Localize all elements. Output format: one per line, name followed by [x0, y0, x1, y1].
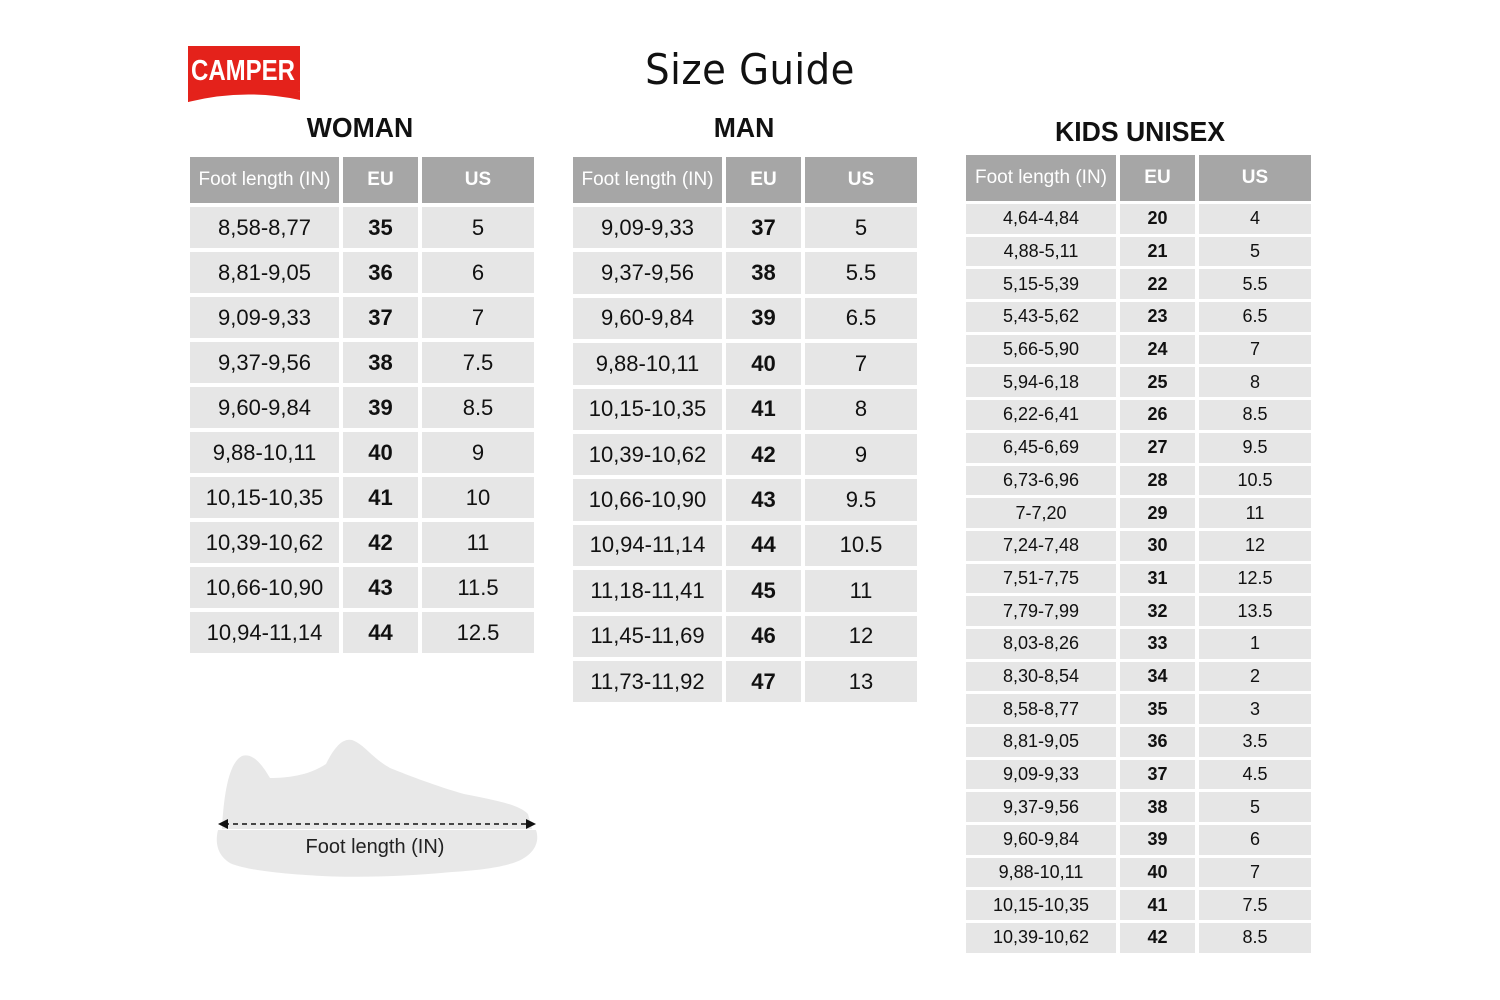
woman-cell-us: 9 [422, 432, 534, 473]
man-cell-foot-length: 11,45-11,69 [573, 616, 722, 657]
page-title: Size Guide [645, 45, 855, 94]
kids-cell-us: 5 [1199, 237, 1311, 267]
logo-text: CAMPER [191, 55, 296, 87]
woman-header-us: US [422, 157, 534, 203]
kids-cell-us: 11 [1199, 498, 1311, 528]
woman-cell-foot-length: 9,60-9,84 [190, 387, 339, 428]
kids-cell-us: 8.5 [1199, 923, 1311, 953]
woman-cell-us: 5 [422, 207, 534, 248]
kids-cell-eu: 33 [1120, 629, 1195, 659]
woman-cell-us: 10 [422, 477, 534, 518]
woman-header-eu: EU [343, 157, 418, 203]
woman-cell-us: 11.5 [422, 567, 534, 608]
kids-cell-foot-length: 4,64-4,84 [966, 204, 1116, 234]
woman-cell-eu: 40 [343, 432, 418, 473]
kids-cell-us: 3 [1199, 694, 1311, 724]
man-header-foot-length: Foot length (IN) [573, 157, 722, 203]
kids-header-foot-length: Foot length (IN) [966, 155, 1116, 201]
kids-cell-eu: 40 [1120, 858, 1195, 888]
kids-cell-us: 1 [1199, 629, 1311, 659]
man-cell-eu: 41 [726, 389, 801, 430]
kids-cell-eu: 41 [1120, 890, 1195, 920]
kids-size-table [966, 155, 1311, 953]
man-cell-foot-length: 10,39-10,62 [573, 434, 722, 475]
man-cell-eu: 42 [726, 434, 801, 475]
man-cell-us: 9.5 [805, 479, 917, 520]
kids-cell-us: 6 [1199, 825, 1311, 855]
man-cell-us: 13 [805, 661, 917, 702]
kids-cell-eu: 22 [1120, 269, 1195, 299]
kids-cell-us: 5 [1199, 792, 1311, 822]
kids-cell-foot-length: 9,60-9,84 [966, 825, 1116, 855]
kids-header-us: US [1199, 155, 1311, 201]
kids-cell-foot-length: 8,03-8,26 [966, 629, 1116, 659]
woman-cell-eu: 37 [343, 297, 418, 338]
kids-cell-us: 7.5 [1199, 890, 1311, 920]
man-cell-foot-length: 11,73-11,92 [573, 661, 722, 702]
man-size-table [573, 157, 917, 702]
woman-cell-eu: 38 [343, 342, 418, 383]
kids-cell-eu: 29 [1120, 498, 1195, 528]
man-cell-us: 10.5 [805, 525, 917, 566]
woman-cell-us: 11 [422, 522, 534, 563]
kids-cell-eu: 24 [1120, 335, 1195, 365]
man-cell-us: 9 [805, 434, 917, 475]
kids-cell-us: 12.5 [1199, 564, 1311, 594]
kids-cell-us: 7 [1199, 858, 1311, 888]
woman-cell-eu: 36 [343, 252, 418, 293]
kids-cell-foot-length: 7,79-7,99 [966, 596, 1116, 626]
woman-header-foot-length: Foot length (IN) [190, 157, 339, 203]
woman-cell-eu: 44 [343, 612, 418, 653]
kids-cell-us: 13.5 [1199, 596, 1311, 626]
kids-cell-foot-length: 5,94-6,18 [966, 367, 1116, 397]
kids-cell-foot-length: 10,39-10,62 [966, 923, 1116, 953]
kids-cell-eu: 21 [1120, 237, 1195, 267]
camper-logo [186, 44, 302, 104]
woman-cell-eu: 43 [343, 567, 418, 608]
man-cell-foot-length: 9,37-9,56 [573, 252, 722, 293]
kids-cell-eu: 34 [1120, 662, 1195, 692]
man-cell-us: 7 [805, 343, 917, 384]
man-cell-eu: 47 [726, 661, 801, 702]
woman-cell-foot-length: 9,09-9,33 [190, 297, 339, 338]
man-cell-foot-length: 10,94-11,14 [573, 525, 722, 566]
man-cell-foot-length: 10,15-10,35 [573, 389, 722, 430]
kids-cell-foot-length: 8,58-8,77 [966, 694, 1116, 724]
woman-cell-eu: 41 [343, 477, 418, 518]
kids-cell-eu: 23 [1120, 302, 1195, 332]
kids-cell-foot-length: 6,22-6,41 [966, 400, 1116, 430]
foot-length-label: Foot length (IN) [305, 836, 445, 858]
man-cell-eu: 44 [726, 525, 801, 566]
kids-cell-foot-length: 7,51-7,75 [966, 564, 1116, 594]
woman-cell-foot-length: 9,37-9,56 [190, 342, 339, 383]
kids-cell-eu: 35 [1120, 694, 1195, 724]
woman-cell-foot-length: 8,58-8,77 [190, 207, 339, 248]
kids-cell-eu: 27 [1120, 433, 1195, 463]
woman-cell-eu: 35 [343, 207, 418, 248]
kids-cell-foot-length: 5,15-5,39 [966, 269, 1116, 299]
woman-cell-us: 6 [422, 252, 534, 293]
man-cell-us: 6.5 [805, 298, 917, 339]
kids-cell-us: 9.5 [1199, 433, 1311, 463]
kids-cell-us: 7 [1199, 335, 1311, 365]
man-cell-eu: 39 [726, 298, 801, 339]
man-cell-us: 5 [805, 207, 917, 248]
woman-cell-foot-length: 9,88-10,11 [190, 432, 339, 473]
man-cell-eu: 46 [726, 616, 801, 657]
kids-cell-foot-length: 9,09-9,33 [966, 760, 1116, 790]
woman-title: WOMAN [306, 112, 414, 143]
kids-cell-foot-length: 10,15-10,35 [966, 890, 1116, 920]
man-cell-eu: 43 [726, 479, 801, 520]
man-cell-eu: 38 [726, 252, 801, 293]
kids-cell-us: 6.5 [1199, 302, 1311, 332]
woman-cell-us: 7 [422, 297, 534, 338]
kids-cell-foot-length: 6,45-6,69 [966, 433, 1116, 463]
kids-cell-us: 2 [1199, 662, 1311, 692]
woman-cell-foot-length: 10,94-11,14 [190, 612, 339, 653]
man-header-us: US [805, 157, 917, 203]
kids-cell-foot-length: 6,73-6,96 [966, 466, 1116, 496]
man-cell-eu: 40 [726, 343, 801, 384]
kids-cell-us: 4.5 [1199, 760, 1311, 790]
kids-cell-foot-length: 4,88-5,11 [966, 237, 1116, 267]
man-cell-us: 8 [805, 389, 917, 430]
kids-cell-eu: 20 [1120, 204, 1195, 234]
kids-cell-foot-length: 9,88-10,11 [966, 858, 1116, 888]
kids-cell-us: 8 [1199, 367, 1311, 397]
man-header-eu: EU [726, 157, 801, 203]
man-cell-us: 5.5 [805, 252, 917, 293]
kids-cell-foot-length: 9,37-9,56 [966, 792, 1116, 822]
man-title: MAN [713, 112, 775, 143]
woman-cell-eu: 42 [343, 522, 418, 563]
kids-cell-us: 12 [1199, 531, 1311, 561]
woman-cell-foot-length: 10,39-10,62 [190, 522, 339, 563]
man-cell-foot-length: 11,18-11,41 [573, 570, 722, 611]
kids-cell-us: 5.5 [1199, 269, 1311, 299]
kids-cell-foot-length: 5,66-5,90 [966, 335, 1116, 365]
kids-header-eu: EU [1120, 155, 1195, 201]
man-cell-us: 11 [805, 570, 917, 611]
kids-cell-eu: 31 [1120, 564, 1195, 594]
woman-cell-foot-length: 10,66-10,90 [190, 567, 339, 608]
kids-cell-foot-length: 8,30-8,54 [966, 662, 1116, 692]
man-cell-foot-length: 10,66-10,90 [573, 479, 722, 520]
kids-cell-eu: 36 [1120, 727, 1195, 757]
woman-cell-us: 7.5 [422, 342, 534, 383]
kids-cell-foot-length: 7-7,20 [966, 498, 1116, 528]
kids-cell-eu: 25 [1120, 367, 1195, 397]
kids-cell-eu: 26 [1120, 400, 1195, 430]
kids-cell-us: 3.5 [1199, 727, 1311, 757]
man-cell-foot-length: 9,09-9,33 [573, 207, 722, 248]
man-cell-foot-length: 9,60-9,84 [573, 298, 722, 339]
man-cell-foot-length: 9,88-10,11 [573, 343, 722, 384]
kids-cell-us: 4 [1199, 204, 1311, 234]
woman-cell-us: 8.5 [422, 387, 534, 428]
kids-cell-us: 10.5 [1199, 466, 1311, 496]
kids-cell-foot-length: 8,81-9,05 [966, 727, 1116, 757]
man-cell-eu: 37 [726, 207, 801, 248]
kids-cell-eu: 39 [1120, 825, 1195, 855]
kids-cell-us: 8.5 [1199, 400, 1311, 430]
kids-cell-eu: 30 [1120, 531, 1195, 561]
man-cell-us: 12 [805, 616, 917, 657]
woman-cell-eu: 39 [343, 387, 418, 428]
kids-cell-eu: 37 [1120, 760, 1195, 790]
woman-cell-foot-length: 8,81-9,05 [190, 252, 339, 293]
kids-cell-eu: 38 [1120, 792, 1195, 822]
kids-cell-eu: 28 [1120, 466, 1195, 496]
woman-size-table [190, 157, 534, 653]
kids-title: KIDS UNISEX [1055, 116, 1225, 147]
kids-cell-eu: 42 [1120, 923, 1195, 953]
man-cell-eu: 45 [726, 570, 801, 611]
woman-cell-foot-length: 10,15-10,35 [190, 477, 339, 518]
kids-cell-foot-length: 7,24-7,48 [966, 531, 1116, 561]
shoe-silhouette-icon [212, 734, 542, 884]
woman-cell-us: 12.5 [422, 612, 534, 653]
kids-cell-eu: 32 [1120, 596, 1195, 626]
kids-cell-foot-length: 5,43-5,62 [966, 302, 1116, 332]
